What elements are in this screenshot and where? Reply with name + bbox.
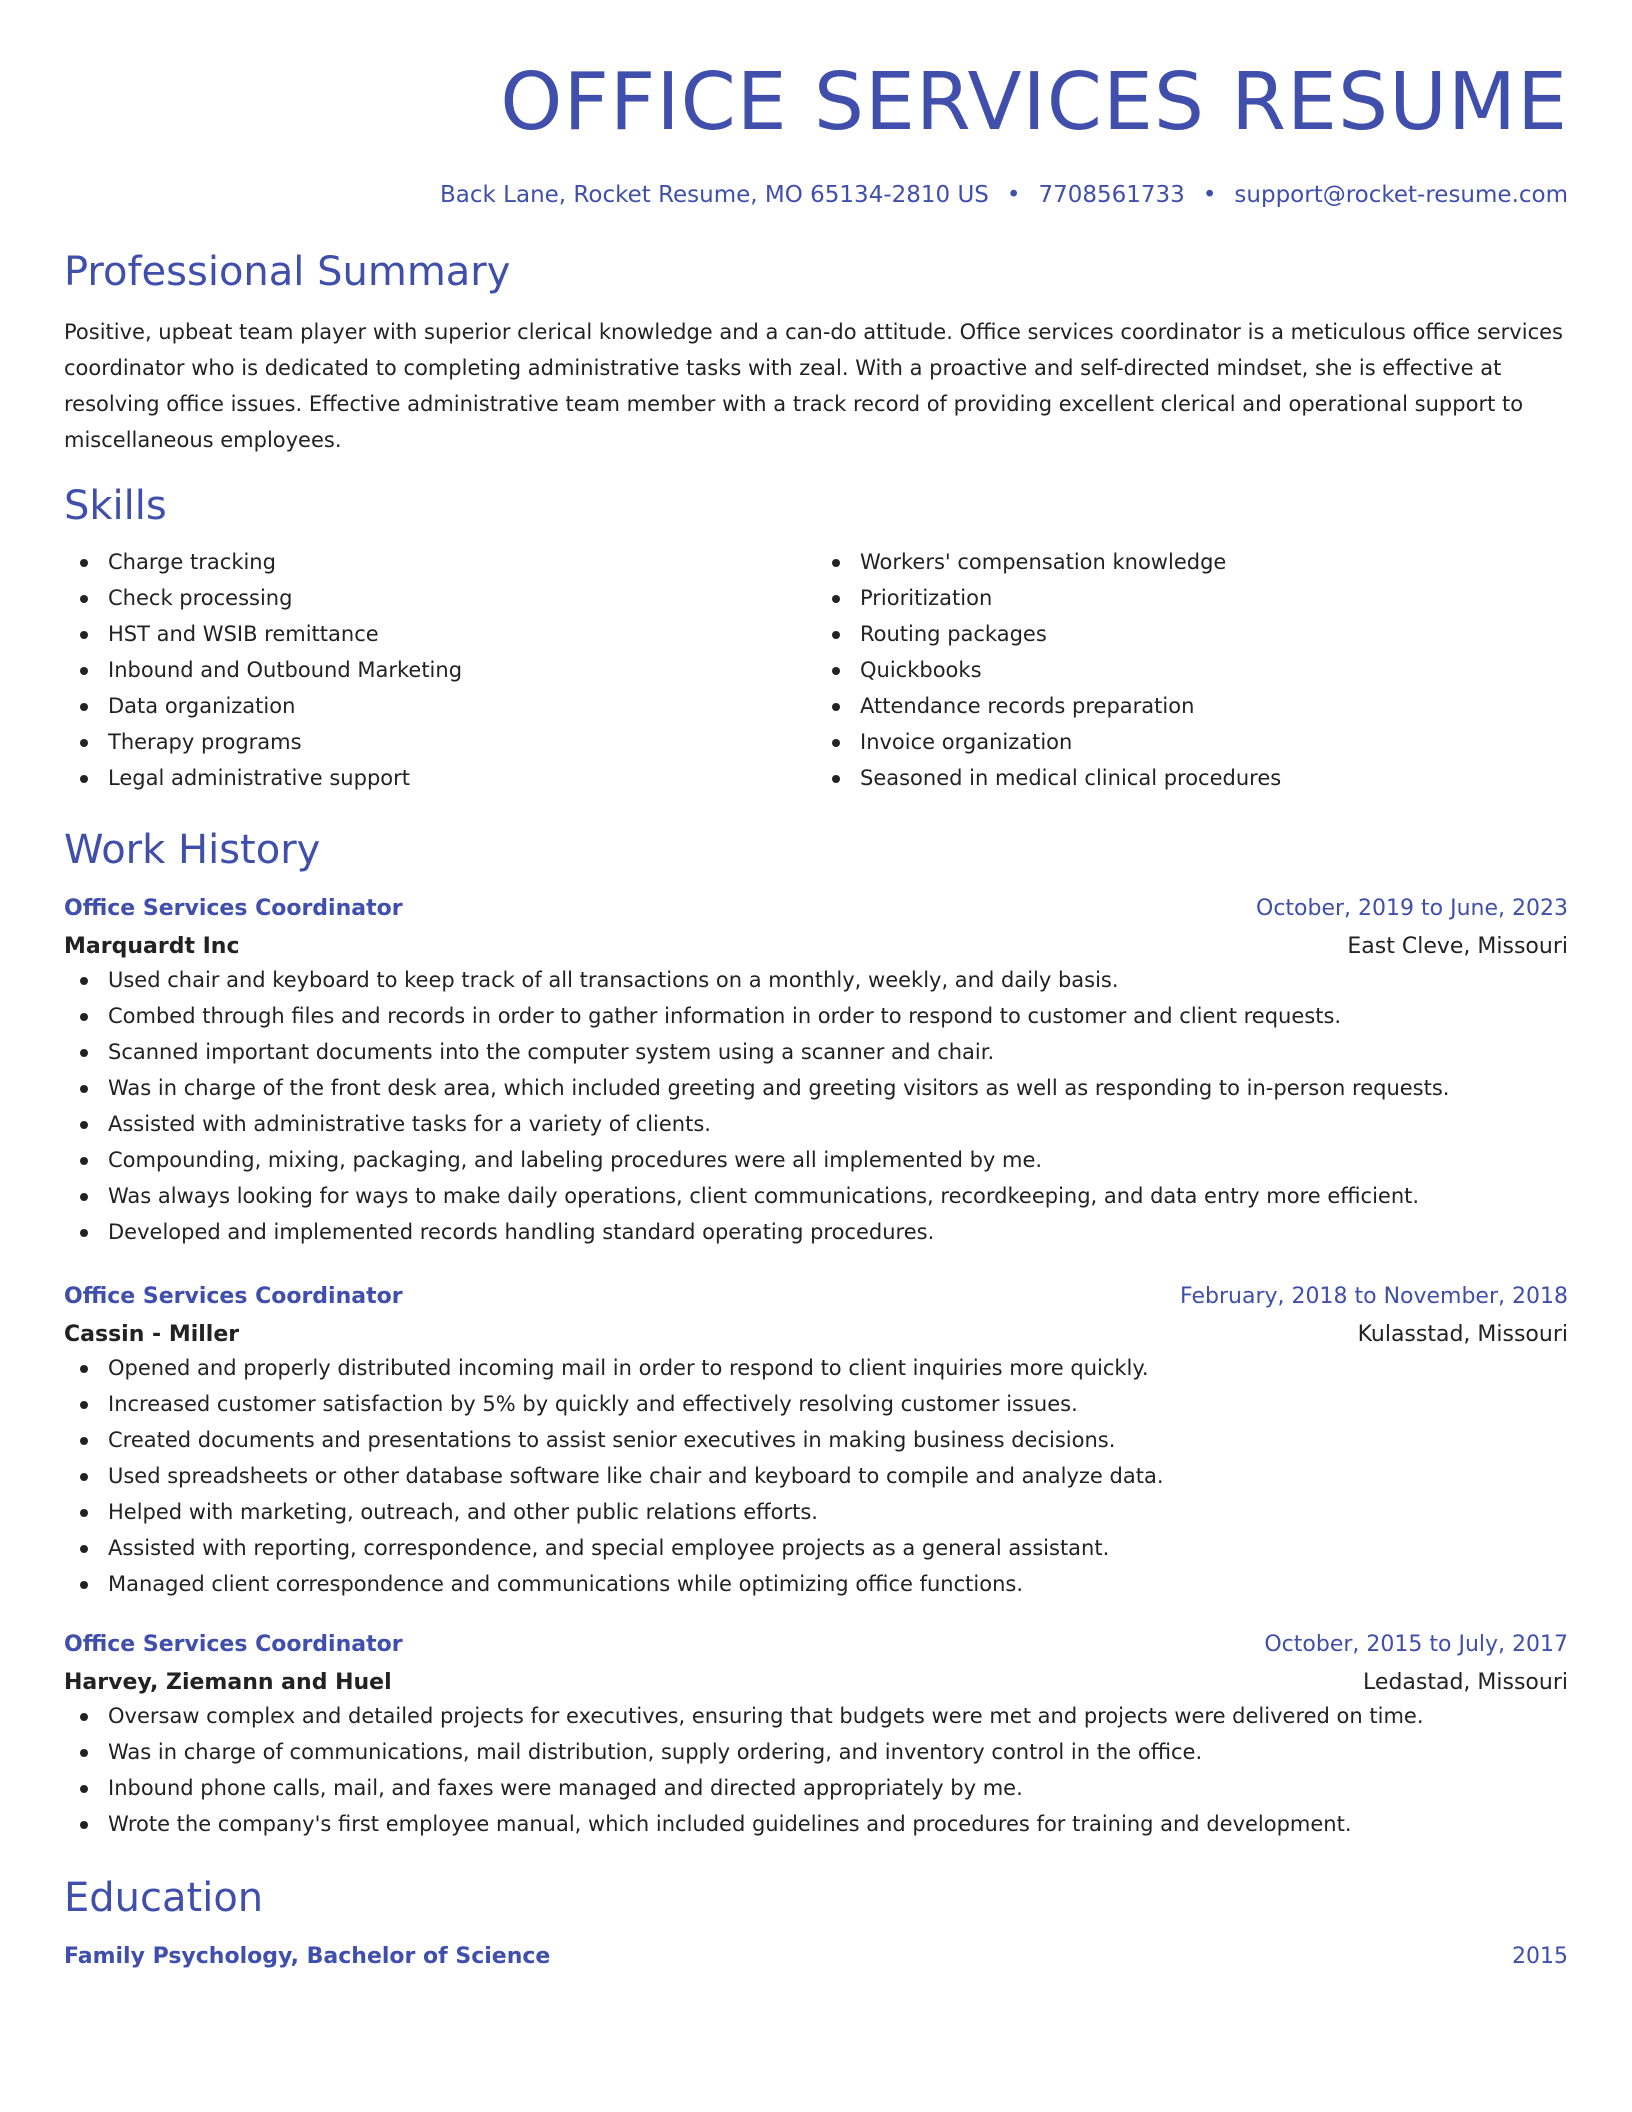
education-row	[64, 1942, 1568, 1972]
contact-address: Back Lane, Rocket Resume, MO 65134-2810 US	[440, 182, 989, 208]
section-title-work-history: Work History	[64, 827, 321, 873]
job-bullet: Was always looking for ways to make daily operations, client communications, recordkeeping, and data entry more efficient.	[64, 1178, 1568, 1214]
job-bullet: Opened and properly distributed incoming mail in order to respond to client inquiries more quickly.	[64, 1350, 1568, 1386]
contact-separator: •	[1202, 182, 1217, 208]
job-entry	[64, 1282, 1568, 1602]
job-bullet-list	[64, 1698, 1568, 1842]
job-dates: October, 2019 to June, 2023	[1256, 896, 1568, 921]
job-location: Ledastad, Missouri	[1363, 1670, 1568, 1695]
job-bullet: Inbound phone calls, mail, and faxes were managed and directed appropriately by me.	[64, 1770, 1568, 1806]
skill-item: Check processing	[64, 580, 816, 616]
section-title-summary: Professional Summary	[64, 249, 511, 295]
skill-item: Data organization	[64, 688, 816, 724]
job-bullet: Compounding, mixing, packaging, and labeling procedures were all implemented by me.	[64, 1142, 1568, 1178]
work-history-section	[64, 826, 1568, 1842]
job-bullet: Developed and implemented records handling standard operating procedures.	[64, 1214, 1568, 1250]
skills-list-left	[64, 544, 816, 796]
job-location: East Cleve, Missouri	[1347, 934, 1568, 959]
section-title-education: Education	[64, 1875, 264, 1921]
education-year: 2015	[1512, 1944, 1568, 1969]
job-dates: February, 2018 to November, 2018	[1180, 1284, 1568, 1309]
job-bullet: Used spreadsheets or other database software like chair and keyboard to compile and analyze data.	[64, 1458, 1568, 1494]
skill-item: Seasoned in medical clinical procedures	[816, 760, 1568, 796]
resume-header	[64, 0, 1568, 210]
contact-line	[64, 180, 1568, 210]
job-header-row	[64, 894, 1568, 924]
skill-item: Routing packages	[816, 616, 1568, 652]
job-bullet: Combed through files and records in order to gather information in order to respond to customer and client requests.	[64, 998, 1568, 1034]
skill-item: Quickbooks	[816, 652, 1568, 688]
job-company-row	[64, 1320, 1568, 1350]
job-bullet: Assisted with administrative tasks for a variety of clients.	[64, 1106, 1568, 1142]
job-title: Office Services Coordinator	[64, 896, 403, 921]
job-entry	[64, 1630, 1568, 1842]
skills-section	[64, 482, 1568, 796]
skill-item: Inbound and Outbound Marketing	[64, 652, 816, 688]
skills-list-right	[816, 544, 1568, 796]
education-section	[64, 1874, 1568, 1972]
job-bullet: Helped with marketing, outreach, and other public relations efforts.	[64, 1494, 1568, 1530]
skills-grid	[64, 544, 1568, 796]
job-company: Harvey, Ziemann and Huel	[64, 1670, 392, 1695]
job-dates: October, 2015 to July, 2017	[1264, 1632, 1568, 1657]
contact-phone: 7708561733	[1038, 182, 1185, 208]
job-location: Kulasstad, Missouri	[1357, 1322, 1568, 1347]
job-bullet-list	[64, 962, 1568, 1250]
resume-title: OFFICE SERVICES RESUME	[500, 56, 1568, 148]
job-header-row	[64, 1630, 1568, 1660]
job-company: Cassin - Miller	[64, 1322, 240, 1347]
job-company-row	[64, 1668, 1568, 1698]
summary-text: Positive, upbeat team player with superior clerical knowledge and a can-do attitude. Office services coordinator is a meticulous office services coordinator who is dedicated to completing administrative tasks with zeal. With a proactive and self-directed mindset, she is effective at resolving office issues. Effective administrative team member with a track record of providing excellent clerical and operational support to miscellaneous employees.	[64, 320, 1563, 452]
job-bullet: Used chair and keyboard to keep track of all transactions on a monthly, weekly, and daily basis.	[64, 962, 1568, 998]
job-bullet: Was in charge of the front desk area, which included greeting and greeting visitors as well as responding to in-person requests.	[64, 1070, 1568, 1106]
job-bullet: Managed client correspondence and communications while optimizing office functions.	[64, 1566, 1568, 1602]
job-title: Office Services Coordinator	[64, 1284, 403, 1309]
skills-column-left	[64, 544, 816, 796]
professional-summary-section	[64, 248, 1568, 458]
skill-item: Invoice organization	[816, 724, 1568, 760]
section-title-skills: Skills	[64, 483, 167, 529]
skills-column-right	[816, 544, 1568, 796]
job-header-row	[64, 1282, 1568, 1312]
skill-item: Legal administrative support	[64, 760, 816, 796]
skill-item: Attendance records preparation	[816, 688, 1568, 724]
skill-item: Therapy programs	[64, 724, 816, 760]
job-company: Marquardt Inc	[64, 934, 240, 959]
skill-item: Workers' compensation knowledge	[816, 544, 1568, 580]
job-bullet: Increased customer satisfaction by 5% by quickly and effectively resolving customer issues.	[64, 1386, 1568, 1422]
contact-email: support@rocket-resume.com	[1234, 182, 1568, 208]
job-company-row	[64, 932, 1568, 962]
job-bullet: Assisted with reporting, correspondence, and special employee projects as a general assistant.	[64, 1530, 1568, 1566]
job-bullet-list	[64, 1350, 1568, 1602]
skill-item: Charge tracking	[64, 544, 816, 580]
education-degree: Family Psychology, Bachelor of Science	[64, 1944, 551, 1969]
job-title: Office Services Coordinator	[64, 1632, 403, 1657]
skill-item: Prioritization	[816, 580, 1568, 616]
skill-item: HST and WSIB remittance	[64, 616, 816, 652]
contact-separator: •	[1006, 182, 1021, 208]
job-bullet: Created documents and presentations to assist senior executives in making business decisions.	[64, 1422, 1568, 1458]
job-bullet: Oversaw complex and detailed projects for executives, ensuring that budgets were met and projects were delivered on time.	[64, 1698, 1568, 1734]
job-bullet: Wrote the company's first employee manual, which included guidelines and procedures for training and development.	[64, 1806, 1568, 1842]
job-entry	[64, 894, 1568, 1250]
job-bullet: Was in charge of communications, mail distribution, supply ordering, and inventory control in the office.	[64, 1734, 1568, 1770]
job-bullet: Scanned important documents into the computer system using a scanner and chair.	[64, 1034, 1568, 1070]
